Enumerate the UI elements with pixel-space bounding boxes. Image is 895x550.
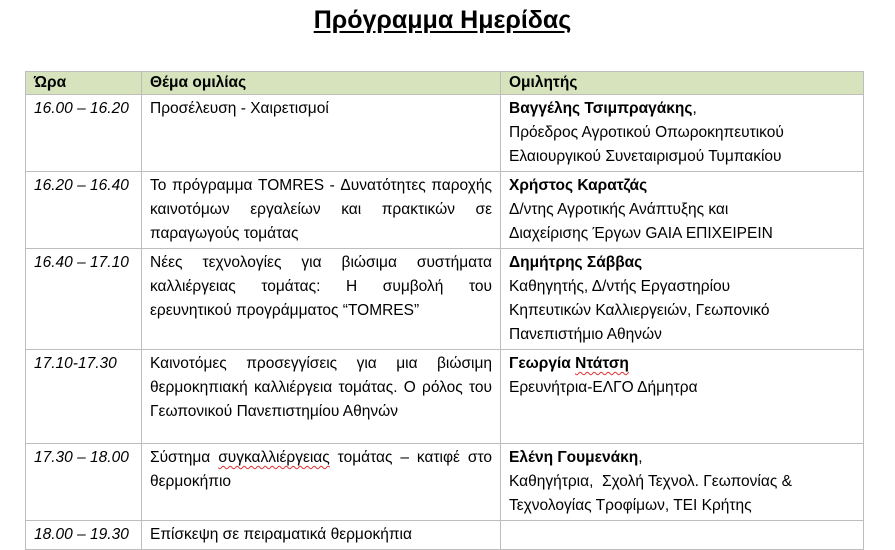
speaker-name: Ελένη Γουμενάκη (509, 449, 639, 466)
speaker-name: Δημήτρης Σάββας (509, 254, 643, 271)
speaker-name: Γεωργία (509, 355, 576, 372)
time-cell: 17.30 – 18.00 (26, 444, 142, 521)
speaker-name-spellcheck: Ντάτση (575, 355, 629, 372)
topic-cell: Καινοτόμες προσεγγίσεις για μια βιώσιμη θερμοκηπιακή καλλιέργεια τομάτας. Ο ρόλος του Γεωπονικού Πανεπιστημίου Αθηνών (142, 350, 501, 444)
header-topic: Θέμα ομιλίας (142, 72, 501, 95)
affiliation-line: Τεχνολογίας Τροφίμων, ΤΕΙ Κρήτης (509, 497, 752, 514)
topic-text-spellcheck: συγκαλλιέργειας (218, 449, 330, 466)
speaker-line (509, 174, 855, 198)
speaker-line (509, 352, 855, 376)
speaker-suffix: , (638, 449, 643, 466)
speaker-cell (501, 172, 864, 249)
time-cell: 16.20 – 16.40 (26, 172, 142, 249)
speaker-cell (501, 521, 864, 550)
time-cell: 16.00 – 16.20 (26, 95, 142, 172)
table-row (26, 350, 864, 444)
affiliation-line: Καθηγήτρια, Σχολή Τεχνολ. Γεωπονίας & (509, 473, 792, 490)
speaker-name: Βαγγέλης Τσιμπραγάκης (509, 100, 693, 117)
header-time: Ώρα (26, 72, 142, 95)
affiliation-line: Ερευνήτρια-ΕΛΓΟ Δήμητρα (509, 379, 698, 396)
affiliation-line: Κηπευτικών Καλλιεργειών, Γεωπονικό (509, 302, 770, 319)
table-row (26, 249, 864, 350)
affiliation-line: Ελαιουργικού Συνεταιρισμού Τυμπακίου (509, 148, 782, 165)
topic-cell: Το πρόγραμμα TOMRES - Δυνατότητες παροχής καινοτόμων εργαλείων και πρακτικών σε παραγωγούς τομάτας (142, 172, 501, 249)
header-speaker: Ομιλητής (501, 72, 864, 95)
table-row (26, 172, 864, 249)
speaker-name: Χρήστος Καρατζάς (509, 177, 648, 194)
speaker-line (509, 251, 855, 275)
affiliation-line: Διαχείρισης Έργων GAIA ΕΠΙΧΕΙΡΕΙΝ (509, 225, 773, 242)
table-row (26, 444, 864, 521)
speaker-suffix: , (692, 100, 697, 117)
topic-cell: Επίσκεψη σε πειραματικά θερμοκήπια (142, 521, 501, 550)
topic-cell (142, 444, 501, 521)
speaker-line (509, 446, 855, 470)
page-title: Πρόγραμμα Ημερίδας (313, 6, 572, 34)
affiliation-line: Πανεπιστήμιο Αθηνών (509, 326, 662, 343)
speaker-cell (501, 444, 864, 521)
table-header-row (26, 72, 864, 95)
affiliation-line: Πρόεδρος Αγροτικού Οπωροκηπευτικού (509, 124, 784, 141)
affiliation-line: Καθηγητής, Δ/ντής Εργαστηρίου (509, 278, 731, 295)
affiliation-line: Δ/ντης Αγροτικής Ανάπτυξης και (509, 201, 729, 218)
agenda-table (25, 71, 864, 550)
speaker-cell (501, 95, 864, 172)
table-row (26, 521, 864, 550)
time-cell: 18.00 – 19.30 (26, 521, 142, 550)
time-cell: 16.40 – 17.10 (26, 249, 142, 350)
topic-cell: Νέες τεχνολογίες για βιώσιμα συστήματα καλλιέργειας τομάτας: Η συμβολή του ερευνητικού προγράμματος “TOMRES” (142, 249, 501, 350)
table-row (26, 95, 864, 172)
topic-text: τομάτας – κατιφέ στο θερμοκήπιο (150, 449, 492, 490)
topic-cell: Προσέλευση - Χαιρετισμοί (142, 95, 501, 172)
topic-text: Σύστημα (150, 449, 219, 466)
speaker-cell (501, 350, 864, 444)
speaker-line (509, 97, 855, 121)
time-cell: 17.10-17.30 (26, 350, 142, 444)
speaker-cell (501, 249, 864, 350)
